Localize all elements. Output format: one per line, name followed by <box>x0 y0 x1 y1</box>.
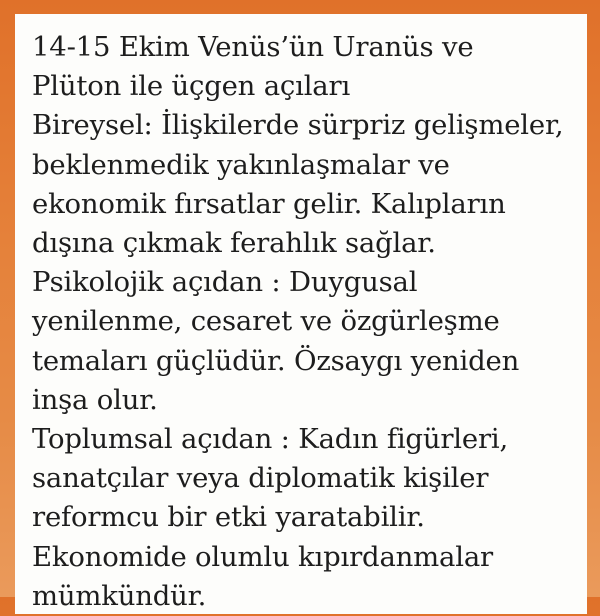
post-text <box>32 28 571 616</box>
individual-line-3: ekonomik fırsatlar gelir. Kalıpların <box>32 187 506 220</box>
individual-line-2: beklenmedik yakınlaşmalar ve <box>32 148 450 181</box>
social-line-3: reformcu bir etki yaratabilir. <box>32 501 425 534</box>
social-line-2: sanatçılar veya diplomatik kişiler <box>32 462 489 495</box>
text-card <box>15 14 587 614</box>
individual-line-4: dışına çıkmak ferahlık sağlar. <box>32 227 436 260</box>
psychological-line-2: yenilenme, cesaret ve özgürleşme <box>32 305 500 338</box>
social-line-5: mümkündür. <box>32 579 207 612</box>
psychological-line-4: inşa olur. <box>32 383 158 416</box>
psychological-line-1: Psikolojik açıdan : Duygusal <box>32 266 418 299</box>
psychological-line-3: temaları güçlüdür. Özsaygı yeniden <box>32 344 520 377</box>
title-line-2: Plüton ile üçgen açıları <box>32 70 351 103</box>
individual-line-1: Bireysel: İlişkilerde sürpriz gelişmeler, <box>32 109 564 142</box>
social-line-1: Toplumsal açıdan : Kadın figürleri, <box>32 423 509 456</box>
title-line-1: 14-15 Ekim Venüs’ün Uranüs ve <box>32 31 474 63</box>
social-line-4: Ekonomide olumlu kıpırdanmalar <box>32 540 493 573</box>
